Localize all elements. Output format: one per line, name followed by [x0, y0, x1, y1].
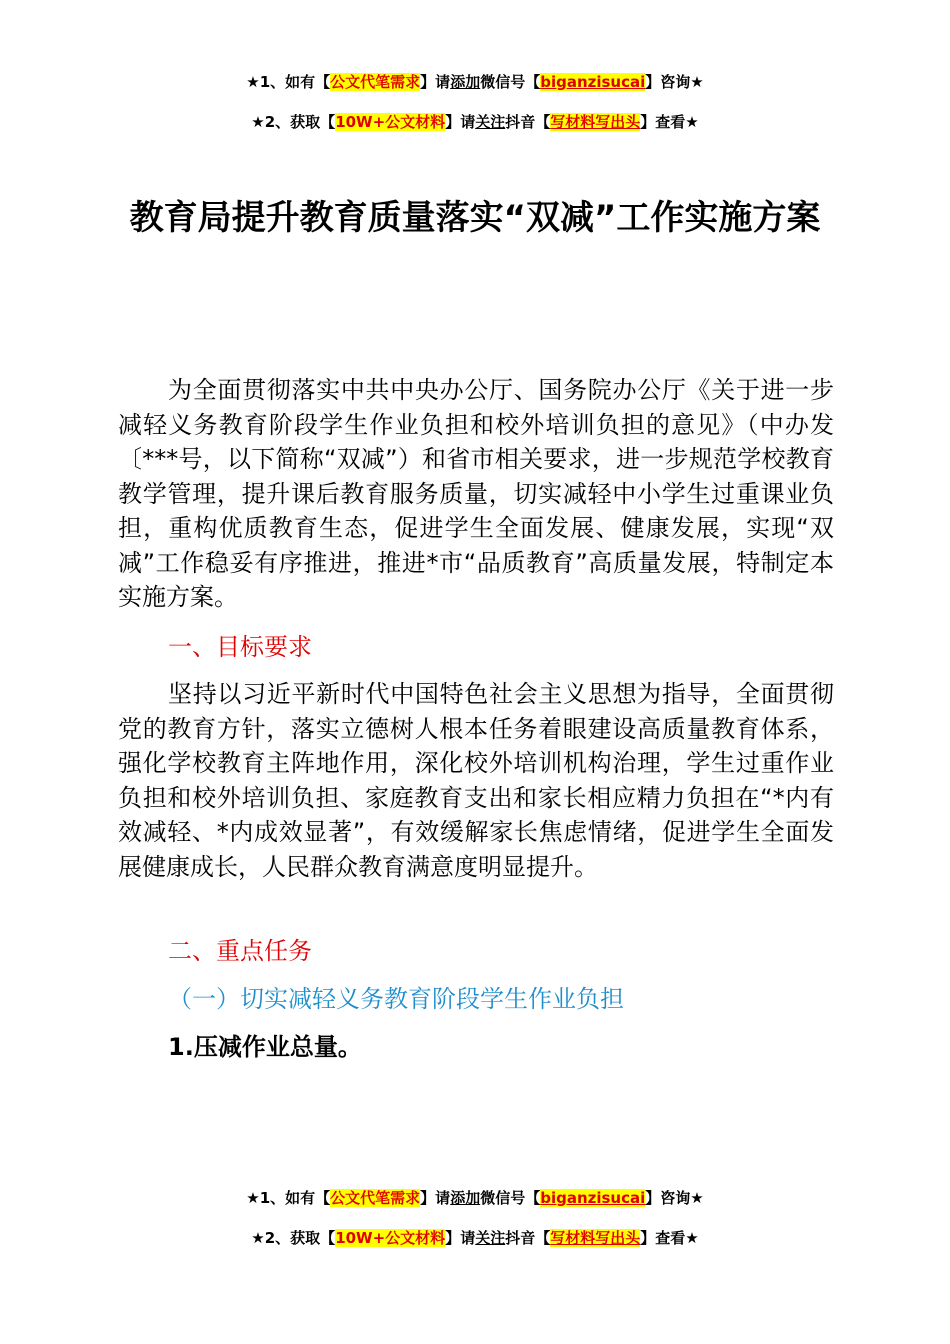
promo-douyin-id: 写材料写出头	[550, 113, 641, 131]
promo-text: 微信号【	[480, 1189, 541, 1207]
promo-text: 】咨询★	[645, 73, 704, 91]
section-heading-tasks: 二、重点任务	[168, 937, 312, 965]
section-heading-goals: 一、目标要求	[168, 633, 312, 661]
promo-text: 】请	[420, 1189, 451, 1207]
promo-text: ★1、如有【	[246, 1189, 331, 1207]
promo-text: ★2、获取【	[251, 1229, 336, 1247]
promo-bottom-line-1	[0, 1188, 950, 1208]
document-title: 教育局提升教育质量落实“双减”工作实施方案	[129, 198, 821, 238]
promo-douyin-id: 写材料写出头	[550, 1229, 641, 1247]
promo-text: 】查看★	[640, 113, 699, 131]
promo-highlight: 公文代笔需求	[330, 73, 421, 91]
promo-text: 】咨询★	[645, 1189, 704, 1207]
promo-text: 】请	[420, 73, 451, 91]
promo-highlight: 公文代笔需求	[330, 1189, 421, 1207]
promo-text: 】查看★	[640, 1229, 699, 1247]
promo-top-line-1	[0, 72, 950, 92]
promo-underlined-text: 添加	[450, 73, 481, 91]
section-body-goals: 坚持以习近平新时代中国特色社会主义思想为指导，全面贯彻党的教育方针，落实立德树人根本任务着眼建设高质量教育体系，强化学校教育主阵地作用，深化校外培训机构治理，学生过重作业负担和校外培训负担、家庭教育支出和家长相应精力负担在“*内有效减轻、*内成效显著”，有效缓解家长焦虑情绪，促进学生全面发展健康成长，人民群众教育满意度明显提升。	[118, 680, 834, 881]
promo-text: 抖音【	[505, 113, 551, 131]
promo-highlight: 10W+公文材料	[335, 1229, 446, 1247]
promo-underlined-text: 关注	[475, 113, 506, 131]
intro-paragraph: 为全面贯彻落实中共中央办公厅、国务院办公厅《关于进一步减轻义务教育阶段学生作业负担和校外培训负担的意见》（中办发〔***号，以下简称“双减”）和省市相关要求，进一步规范学校教育教学管理，提升课后教育服务质量，切实减轻中小学生过重课业负担，重构优质教育生态，促进学生全面发展、健康发展，实现“双减”工作稳妥有序推进，推进*市“品质教育”高质量发展，特制定本实施方案。	[118, 376, 834, 611]
promo-wechat-id: biganzisucai	[540, 73, 646, 91]
promo-text: 】请	[445, 1229, 476, 1247]
promo-wechat-id: biganzisucai	[540, 1189, 646, 1207]
promo-text: 抖音【	[505, 1229, 551, 1247]
promo-text: ★1、如有【	[246, 73, 331, 91]
promo-underlined-text: 关注	[475, 1229, 506, 1247]
promo-underlined-text: 添加	[450, 1189, 481, 1207]
promo-highlight: 10W+公文材料	[335, 113, 446, 131]
promo-text: ★2、获取【	[251, 113, 336, 131]
promo-bottom-line-2	[0, 1228, 950, 1248]
subsection-heading: （一）切实减轻义务教育阶段学生作业负担	[168, 985, 624, 1013]
promo-top-line-2	[0, 112, 950, 132]
promo-text: 】请	[445, 113, 476, 131]
promo-text: 微信号【	[480, 73, 541, 91]
item-heading: 1.压减作业总量。	[168, 1033, 362, 1061]
